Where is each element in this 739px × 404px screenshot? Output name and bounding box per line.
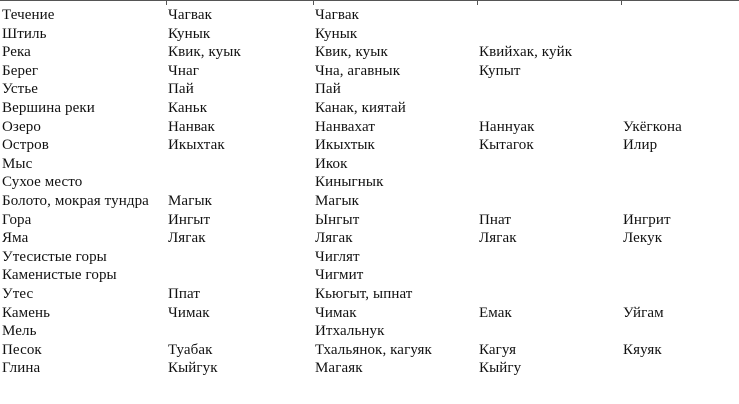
translation-cell: Икыхтак [168, 137, 225, 154]
column-tick [313, 0, 314, 5]
translation-cell: Ппат [168, 285, 201, 302]
translation-cell: Лягак [168, 230, 206, 247]
table-row [0, 359, 739, 378]
table-row [0, 248, 739, 267]
term-cell: Мыс [2, 155, 33, 172]
translation-cell [168, 266, 315, 285]
table-row [0, 99, 739, 118]
translation-cell: Кьюгыт, ыпнат [315, 285, 413, 302]
translation-cell: Туабак [168, 341, 213, 358]
translation-cell [623, 266, 739, 285]
table-row [0, 136, 739, 155]
translation-cell: Кунык [168, 25, 211, 42]
term-cell: Остров [2, 137, 49, 154]
translation-cell: Ингрит [623, 211, 671, 228]
term-cell: Сухое место [2, 174, 83, 191]
translation-cell [623, 43, 739, 62]
term-cell: Утесистые горы [2, 248, 107, 265]
translation-cell [168, 155, 315, 174]
translation-cell [479, 155, 623, 174]
term-cell: Глина [2, 360, 41, 377]
translation-cell: Пай [315, 81, 341, 98]
translation-cell: Квик, куык [168, 44, 241, 61]
top-rule [0, 0, 739, 1]
term-cell: Каменистые горы [2, 267, 117, 284]
table-row [0, 229, 739, 248]
table-row [0, 25, 739, 44]
translation-cell: Квик, куык [315, 44, 388, 61]
translation-cell [479, 285, 623, 304]
translation-cell: Магык [315, 192, 360, 209]
translation-cell [623, 6, 739, 25]
translation-cell: Пнат [479, 211, 512, 228]
translation-cell: Укёгкона [623, 118, 682, 135]
translation-cell [623, 25, 739, 44]
translation-cell: Кытагок [479, 137, 534, 154]
term-cell: Штиль [2, 25, 47, 42]
term-cell: Озеро [2, 118, 41, 135]
translation-cell [623, 192, 739, 211]
translation-cell: Чагвак [315, 7, 359, 23]
translation-cell [623, 359, 739, 378]
translation-cell: Икок [315, 155, 348, 172]
term-cell: Яма [2, 230, 29, 247]
translation-cell: Купыт [479, 62, 521, 79]
translation-cell [623, 285, 739, 304]
table-row [0, 173, 739, 192]
translation-cell [623, 99, 739, 118]
translation-cell: Чнаг [168, 62, 199, 79]
translation-cell: Чимак [315, 304, 357, 321]
translation-cell: Кяуяк [623, 341, 662, 358]
column-tick [477, 0, 478, 5]
translation-cell [623, 173, 739, 192]
vocabulary-table [0, 6, 739, 378]
translation-cell [479, 25, 623, 44]
translation-cell: Итхальнук [315, 323, 385, 340]
translation-cell: Чна, агавнык [315, 62, 401, 79]
table-row [0, 6, 739, 25]
term-cell: Гора [2, 211, 32, 228]
translation-cell: Квийхак, куйк [479, 44, 573, 61]
translation-cell: Уйгам [623, 304, 664, 321]
translation-cell [168, 173, 315, 192]
vocabulary-table-body [0, 6, 739, 378]
table-row [0, 341, 739, 360]
term-cell: Утес [2, 285, 34, 302]
table-row [0, 192, 739, 211]
translation-cell [623, 248, 739, 267]
translation-cell [479, 192, 623, 211]
column-tick [621, 0, 622, 5]
term-cell: Мель [2, 323, 37, 340]
translation-cell: Илир [623, 137, 658, 154]
translation-cell: Лягак [479, 230, 517, 247]
table-row [0, 322, 739, 341]
term-cell: Берег [2, 62, 39, 79]
translation-cell: Кагуя [479, 341, 517, 358]
table-row [0, 304, 739, 323]
translation-cell [623, 80, 739, 99]
translation-cell [623, 62, 739, 81]
translation-cell: Кунык [315, 25, 358, 42]
translation-cell [479, 80, 623, 99]
translation-cell: Емак [479, 304, 512, 321]
translation-cell: Чигмит [315, 267, 364, 284]
table-row [0, 266, 739, 285]
translation-cell: Чиглят [315, 248, 360, 265]
table-row [0, 118, 739, 137]
term-cell: Камень [2, 304, 51, 321]
translation-cell: Каньк [168, 99, 208, 116]
table-row [0, 62, 739, 81]
translation-cell: Нанвахат [315, 118, 375, 135]
term-cell: Устье [2, 81, 39, 98]
translation-cell: Магык [168, 192, 213, 209]
translation-cell [168, 322, 315, 341]
term-cell: Песок [2, 341, 42, 358]
translation-cell: Пай [168, 81, 194, 98]
column-tick [166, 0, 167, 5]
translation-cell: Лекук [623, 230, 663, 247]
table-row [0, 285, 739, 304]
table-row [0, 155, 739, 174]
translation-cell: Канак, киятай [315, 99, 406, 116]
translation-cell: Ингыт [168, 211, 211, 228]
translation-cell: Киныгнык [315, 174, 384, 191]
translation-cell [479, 6, 623, 25]
translation-cell: Наннуак [479, 118, 535, 135]
table-row [0, 80, 739, 99]
translation-cell [168, 248, 315, 267]
translation-cell: Чимак [168, 304, 210, 321]
translation-cell: Тхальянок, кагуяк [315, 341, 432, 358]
translation-cell [479, 173, 623, 192]
translation-cell [479, 99, 623, 118]
translation-cell [479, 322, 623, 341]
table-row [0, 43, 739, 62]
term-cell: Болото, мокрая тундра [2, 192, 149, 209]
translation-cell: Ынгыт [315, 211, 360, 228]
translation-cell: Нанвак [168, 118, 215, 135]
translation-cell: Магаяк [315, 360, 363, 377]
translation-cell [479, 266, 623, 285]
table-row [0, 211, 739, 230]
translation-cell: Кыйгу [479, 360, 522, 377]
translation-cell [623, 155, 739, 174]
term-cell: Река [2, 44, 31, 61]
translation-cell [479, 248, 623, 267]
term-cell: Течение [2, 7, 55, 23]
translation-cell: Чагвак [168, 7, 212, 23]
term-cell: Вершина реки [2, 99, 95, 116]
translation-cell: Кыйгук [168, 360, 218, 377]
translation-cell: Лягак [315, 230, 353, 247]
translation-cell: Икыхтык [315, 137, 375, 154]
translation-cell [623, 322, 739, 341]
